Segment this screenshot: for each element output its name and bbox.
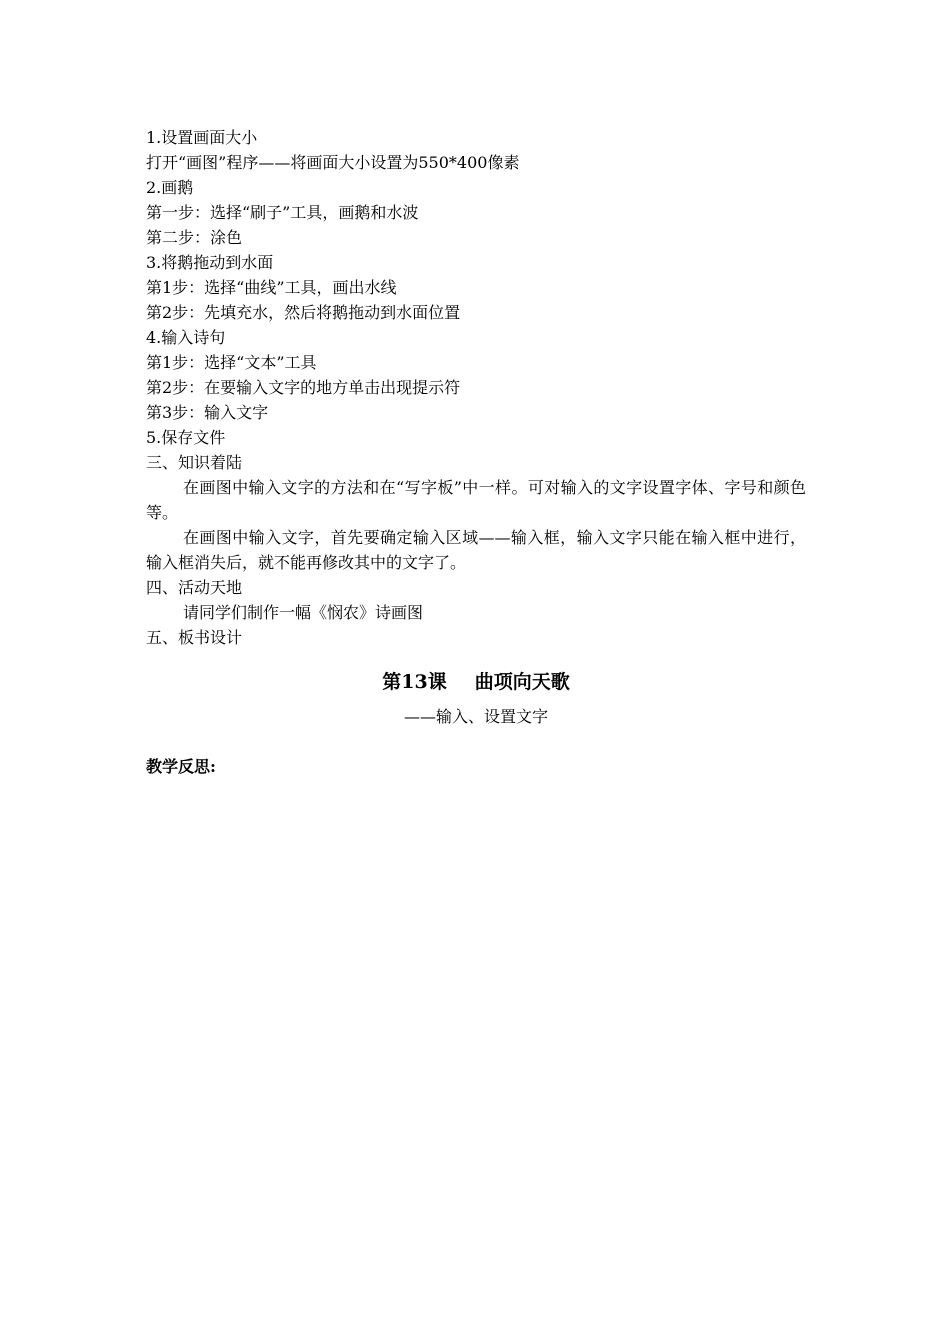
section-3-step-2: 第2步：先填充水，然后将鹅拖动到水面位置 — [146, 303, 461, 322]
section-4-step-1: 第1步：选择“文本”工具 — [146, 353, 317, 372]
knowledge-paragraph-1: 在画图中输入文字的方法和在“写字板”中一样。可对输入的文字设置字体、字号和颜色等。 — [146, 478, 806, 522]
knowledge-heading: 三、知识着陆 — [146, 453, 243, 472]
board-heading: 五、板书设计 — [146, 628, 243, 647]
activity-text: 请同学们制作一幅《悯农》诗画图 — [183, 603, 424, 622]
section-2-step-2: 第二步：涂色 — [146, 228, 243, 247]
lesson-number: 第13课 — [382, 671, 447, 693]
lesson-subtitle: ——输入、设置文字 — [403, 707, 548, 726]
activity-heading: 四、活动天地 — [146, 578, 243, 597]
section-4-step-3: 第3步：输入文字 — [146, 403, 269, 422]
section-4-step-2: 第2步：在要输入文字的地方单击出现提示符 — [146, 378, 461, 397]
lesson-title — [146, 666, 806, 698]
section-2-step-1: 第一步：选择“刷子”工具，画鹅和水波 — [146, 203, 419, 222]
knowledge-paragraph-2: 在画图中输入文字，首先要确定输入区域——输入框，输入文字只能在输入框中进行，输入框消失后，就不能再修改其中的文字了。 — [146, 528, 806, 572]
section-2-heading: 2.画鹅 — [146, 178, 194, 197]
section-3-heading: 3.将鹅拖动到水面 — [146, 253, 274, 272]
document-page — [146, 125, 806, 779]
section-5-heading: 5.保存文件 — [146, 428, 226, 447]
section-4-heading: 4.输入诗句 — [146, 328, 226, 347]
section-1-text: 打开“画图”程序——将画面大小设置为550*400像素 — [146, 153, 520, 172]
section-1-heading: 1.设置画面大小 — [146, 128, 258, 147]
reflection-label: 教学反思: — [146, 757, 216, 776]
lesson-name: 曲项向天歌 — [474, 671, 570, 693]
section-3-step-1: 第1步：选择“曲线”工具，画出水线 — [146, 278, 397, 297]
